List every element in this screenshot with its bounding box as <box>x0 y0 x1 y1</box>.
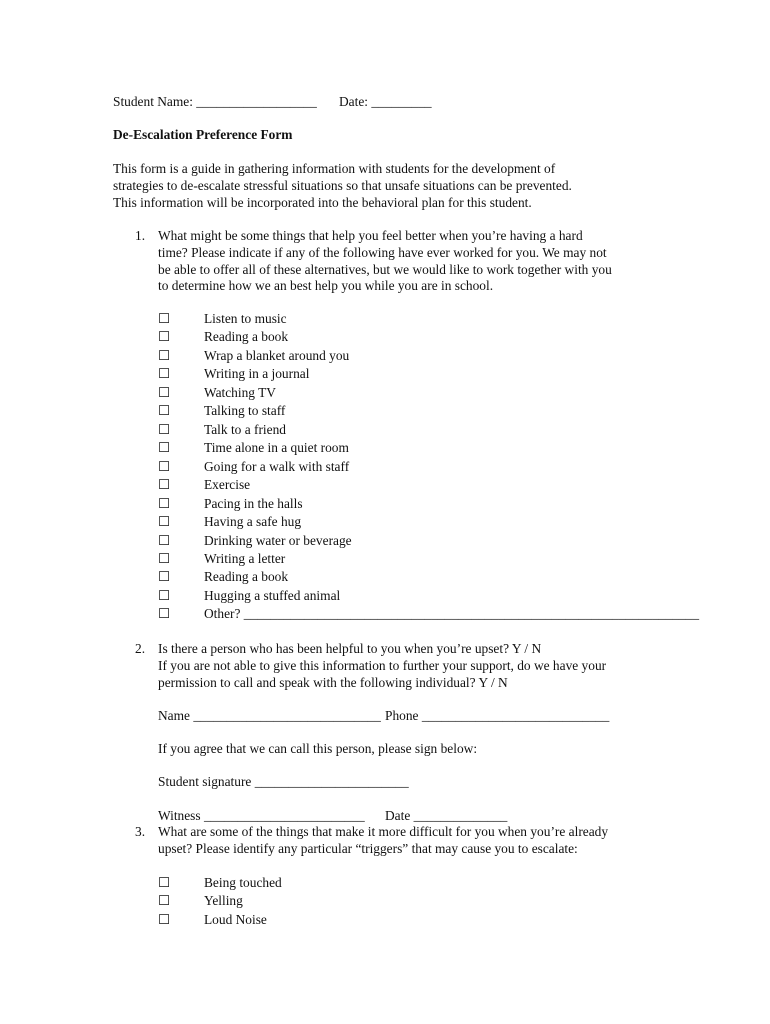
question-2-line-1: Is there a person who has been helpful to you when you’re upset? Y / N <box>158 641 542 656</box>
question-1-line-1: What might be some things that help you feel better when you’re having a hard <box>158 228 583 243</box>
question-1-number: 1. <box>135 228 146 243</box>
question-2-line-3: permission to call and speak with the following individual? Y / N <box>158 675 508 690</box>
checkbox-icon[interactable]: ☐ <box>158 533 171 548</box>
question-1-line-2: time? Please indicate if any of the following have ever worked for you. We may not <box>158 245 607 260</box>
checkbox-icon[interactable]: ☐ <box>158 588 171 603</box>
question-1-line-3: be able to offer all of these alternatives, but we would like to work together with you <box>158 262 612 277</box>
question-2-line-2: If you are not able to give this information to further your support, do we have your <box>158 658 607 673</box>
intro-line-1: This form is a guide in gathering information with students for the development of <box>113 161 556 176</box>
date-field[interactable]: Date: _________ <box>339 94 432 109</box>
question-3-line-2: upset? Please identify any particular “triggers” that may cause you to escalate: <box>158 841 578 856</box>
intro-line-3: This information will be incorporated into the behavioral plan for this student. <box>113 195 532 210</box>
checkbox-icon[interactable]: ☐ <box>158 348 171 363</box>
contact-name-field[interactable]: Name ____________________________ <box>158 708 381 723</box>
checkbox-icon[interactable]: ☐ <box>158 875 171 890</box>
checkbox-icon[interactable]: ☐ <box>158 440 171 455</box>
checkbox-icon[interactable]: ☐ <box>158 403 171 418</box>
checkbox-icon[interactable]: ☐ <box>158 514 171 529</box>
checkbox-icon[interactable]: ☐ <box>158 366 171 381</box>
checkbox-icon[interactable]: ☐ <box>158 606 171 621</box>
question-3-number: 3. <box>135 824 146 839</box>
checkbox-icon[interactable]: ☐ <box>158 912 171 927</box>
checkbox-icon[interactable]: ☐ <box>158 496 171 511</box>
checkbox-icon[interactable]: ☐ <box>158 385 171 400</box>
checkbox-icon[interactable]: ☐ <box>158 569 171 584</box>
student-signature-field[interactable]: Student signature _______________________ <box>158 774 409 789</box>
contact-phone-field[interactable]: Phone ____________________________ <box>385 708 610 723</box>
checkbox-icon[interactable]: ☐ <box>158 311 171 326</box>
witness-date-field[interactable]: Date ______________ <box>385 808 508 823</box>
witness-field[interactable]: Witness ________________________ <box>158 808 365 823</box>
question-3-line-1: What are some of the things that make it more difficult for you when you’re already <box>158 824 609 839</box>
checkbox-icon[interactable]: ☐ <box>158 422 171 437</box>
question-1-line-4: to determine how we an best help you while you are in school. <box>158 278 494 293</box>
agree-instruction: If you agree that we can call this person, please sign below: <box>158 741 478 756</box>
checkbox-icon[interactable]: ☐ <box>158 893 171 908</box>
intro-line-2: strategies to de-escalate stressful situations so that unsafe situations can be prevented. <box>113 178 572 193</box>
form-title: De-Escalation Preference Form <box>113 127 293 142</box>
question-2-number: 2. <box>135 641 146 656</box>
checkbox-icon[interactable]: ☐ <box>158 459 171 474</box>
checkbox-icon[interactable]: ☐ <box>158 477 171 492</box>
checkbox-icon[interactable]: ☐ <box>158 329 171 344</box>
student-name-field[interactable]: Student Name: __________________ <box>113 94 317 109</box>
checkbox-icon[interactable]: ☐ <box>158 551 171 566</box>
form-page: Student Name: __________________ Date: _________ De-Escalation Preference Form This form is a guide in gathering information with students for the development of strategies to de-escalate stressful situations so that unsafe situations can be prevented. This information will be incorporated into the behavioral plan for this student. 1. What might be some things that help you feel better when you’re having a hard time? Please indicate if any of the following have ever worked for you. We may not be able to offer all of these alternatives, but we would like to work together with you to determine how we an best help you while you are in school. ☐ Listen to music ☐ Reading a book ☐ Wrap a blanket around you ☐ Writing in a journal ☐ Watching TV ☐ Talking to staff ☐ Talk to a friend ☐ Time alone in a quiet room ☐ Going for a walk with staff ☐ Exercise ☐ Pacing in the halls ☐ Having a safe hug ☐ Drinking water or beverage ☐ Writing a letter ☐ Reading a book ☐ Hugging a stuffed animal ☐ Other? ____________________________________________________________________ 2. Is there a person who has been helpful to you when you’re upset? Y / N If you are not able to give this information to further your support, do we have your permission to call and speak with the following individual? Y / N Name ____________________________ Phone ____________________________ If you agree that we can call this person, please sign below: Student signature _______________________ Witness ________________________ Date ______________ 3. What are some of the things that make it more difficult for you when you’re already upset? Please identify any particular “triggers” that may cause you to escalate: ☐ Being touched ☐ Yelling ☐ Loud Noise <box>113 94 700 927</box>
